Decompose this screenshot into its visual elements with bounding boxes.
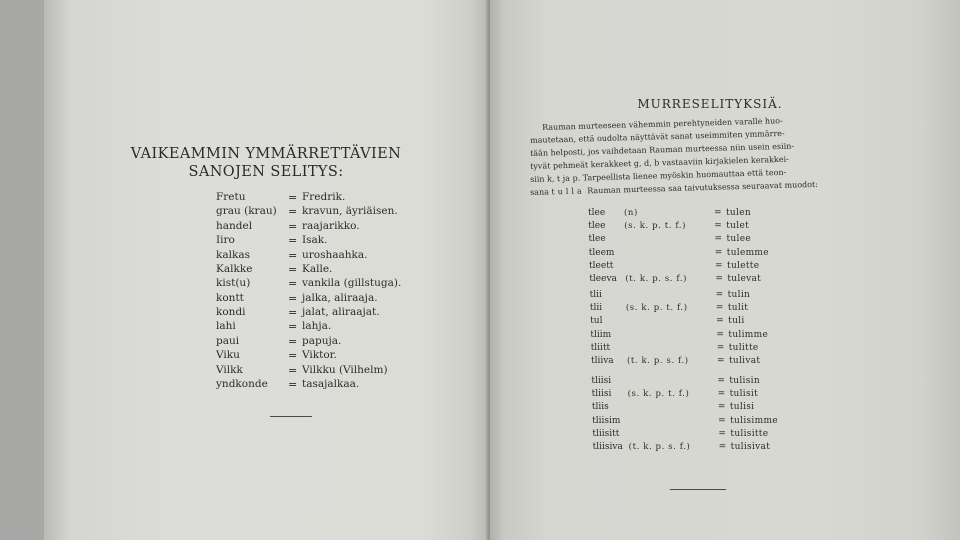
glossary-term: lahi <box>216 320 236 333</box>
glossary-row <box>44 277 488 291</box>
glossary-term: yndkonde <box>216 377 268 390</box>
consonant-note: (s. k. p. t. f.) <box>625 303 688 314</box>
conjugation-row <box>494 402 960 414</box>
intro-line: siin k, t ja p. Tarpeellista lienee myöskin huomauttaa että teon- <box>530 167 787 184</box>
equals-sign: = <box>288 191 298 204</box>
equals-sign: = <box>716 342 725 353</box>
standard-form: tulet <box>726 221 749 232</box>
dialect-notes-title: MURRESELITYKSIÄ. <box>637 97 783 111</box>
equals-sign: = <box>288 320 298 334</box>
glossary-title-line1: VAIKEAMMIN YMMÄRRETTÄVIEN <box>130 146 402 162</box>
glossary-row <box>44 249 488 263</box>
equals-sign: = <box>714 234 723 245</box>
equals-sign: = <box>288 234 298 248</box>
equals-sign: = <box>714 247 723 258</box>
equals-sign: = <box>715 303 724 314</box>
standard-form: tulisimme <box>730 415 778 426</box>
equals-sign: = <box>718 415 726 426</box>
glossary-definition: jalka, aliraaja. <box>302 291 378 304</box>
glossary-row <box>44 292 488 306</box>
equals-sign: = <box>718 428 726 439</box>
glossary-term: kontt <box>216 291 244 304</box>
conjugation-row <box>494 389 960 401</box>
glossary-definition: Kalle. <box>302 262 333 275</box>
standard-form: tulivat <box>728 356 761 366</box>
intro-last-pre: sana <box>530 187 552 197</box>
equals-sign: = <box>288 205 298 219</box>
conjugation-row <box>491 248 960 260</box>
glossary-term: kondi <box>216 306 246 319</box>
glossary-definition: raajarikko. <box>302 219 360 232</box>
equals-sign: = <box>288 248 298 262</box>
glossary-definition: kravun, äyriäisen. <box>302 205 398 218</box>
glossary-term: paui <box>216 334 240 347</box>
conjugation-row <box>491 274 960 286</box>
equals-sign: = <box>718 442 727 452</box>
glossary-row <box>44 191 488 205</box>
conjugation-row <box>493 343 960 355</box>
glossary-term: kalkas <box>216 248 250 261</box>
intro-line: Rauman murteeseen vähemmin perehtyneiden varalle huo- <box>542 116 783 132</box>
equals-sign: = <box>716 316 724 327</box>
right-page <box>490 0 960 540</box>
glossary-definition: jalat, aliraajat. <box>302 306 380 319</box>
equals-sign: = <box>288 306 298 320</box>
glossary-term: Kalkke <box>216 262 253 275</box>
intro-last-post: Rauman murteessa saa taivutuksessa seuraavat muodot: <box>584 179 819 196</box>
conjugation-row <box>493 356 960 368</box>
glossary-row <box>44 335 488 349</box>
equals-sign: = <box>714 208 722 218</box>
glossary-row <box>44 364 488 378</box>
dialect-form: tliisim <box>592 415 621 426</box>
dialect-form: tlii <box>589 303 603 314</box>
glossary-definition: Isak. <box>302 234 328 247</box>
equals-sign: = <box>715 290 724 300</box>
glossary-term: Iiro <box>216 234 235 247</box>
standard-form: tulit <box>727 303 749 314</box>
glossary-term: kist(u) <box>216 277 251 290</box>
standard-form: tulette <box>727 260 760 271</box>
standard-form: tulevat <box>727 274 762 284</box>
equals-sign: = <box>717 402 726 413</box>
dialect-form: tlee <box>588 208 606 218</box>
glossary-definition: Fredrik. <box>302 191 346 203</box>
consonant-note: (n) <box>624 208 638 218</box>
dialect-form: tleeva <box>589 274 617 284</box>
standard-form: tulisi <box>729 402 755 413</box>
standard-form: tulimme <box>728 329 769 340</box>
equals-sign: = <box>288 277 298 291</box>
dialect-form: tliisiva <box>592 442 623 452</box>
conjugation-row <box>491 234 960 246</box>
glossary-row <box>44 320 488 334</box>
equals-sign: = <box>714 221 722 232</box>
standard-form: tulitte <box>728 342 759 353</box>
consonant-note: (t. k. p. s. f.) <box>628 442 691 452</box>
equals-sign: = <box>288 219 298 233</box>
standard-form: tulisitte <box>730 428 769 439</box>
glossary-term: grau (krau) <box>216 205 277 218</box>
consonant-note: (t. k. p. s. f.) <box>626 356 689 366</box>
conjugation-row <box>492 290 960 302</box>
glossary-row <box>44 205 488 219</box>
glossary-definition: vankila (gillstuga). <box>302 277 402 290</box>
conjugation-row <box>494 429 960 441</box>
dialect-form: tliiva <box>590 356 614 366</box>
equals-sign: = <box>288 349 298 363</box>
equals-sign: = <box>288 334 298 348</box>
conjugation-row <box>492 316 960 328</box>
conjugation-row <box>493 376 960 388</box>
consonant-note: (s. k. p. t. f.) <box>627 389 690 400</box>
right-page-end-rule <box>670 489 726 490</box>
glossary-row <box>44 234 488 248</box>
equals-sign: = <box>288 377 298 391</box>
equals-sign: = <box>715 274 723 284</box>
conjugation-row <box>494 416 960 428</box>
standard-form: tulisivat <box>730 442 771 452</box>
glossary-title-line2: SANOJEN SELITYS: <box>188 164 344 180</box>
dialect-form: tlee <box>588 221 606 232</box>
glossary-definition: Vilkku (Vilhelm) <box>302 363 388 376</box>
conjugation-row <box>495 442 960 454</box>
standard-form: tulin <box>727 290 751 300</box>
glossary-row <box>44 306 488 320</box>
intro-line: tään helposti, jos vaihdetaan Rauman murteessa niin usein esiin- <box>530 141 795 158</box>
glossary-definition: tasajalkaa. <box>302 377 360 390</box>
dialect-form: tul <box>590 316 603 327</box>
dialect-form: tliisi <box>591 389 612 400</box>
conjugation-row <box>491 261 960 273</box>
dialect-form: tlii <box>589 290 602 300</box>
dialect-form: tleem <box>588 247 615 258</box>
left-page-end-rule <box>270 416 312 417</box>
equals-sign: = <box>288 291 298 305</box>
consonant-note: (s. k. p. t. f.) <box>624 221 687 232</box>
dialect-form: tlee <box>588 234 606 245</box>
conjugation-row <box>490 221 960 233</box>
equals-sign: = <box>717 389 726 400</box>
dialect-form: tliisitt <box>592 428 620 439</box>
standard-form: tulee <box>726 234 751 245</box>
glossary-definition: Viktor. <box>302 349 337 362</box>
standard-form: tulisin <box>729 376 760 386</box>
dialect-form: tliisi <box>591 376 612 386</box>
dialect-form: tleett <box>589 260 614 271</box>
standard-form: tuli <box>728 316 745 327</box>
conjugation-row <box>492 330 960 342</box>
dialect-form: tliitt <box>590 342 611 353</box>
conjugation-row <box>492 303 960 315</box>
equals-sign: = <box>716 329 724 340</box>
glossary-term: Viku <box>216 349 240 362</box>
glossary-definition: lahja. <box>302 320 332 333</box>
conjugation-row <box>490 208 960 220</box>
glossary-term: Vilkk <box>216 363 243 376</box>
standard-form: tulen <box>726 208 751 218</box>
dialect-form: tliim <box>590 329 612 340</box>
equals-sign: = <box>715 260 723 271</box>
glossary-term: Fretu <box>216 191 246 203</box>
standard-form: tulisit <box>729 389 758 400</box>
glossary-row <box>44 220 488 234</box>
equals-sign: = <box>716 356 725 366</box>
glossary-definition: uroshaahka. <box>302 248 368 261</box>
equals-sign: = <box>288 363 298 377</box>
glossary-term: handel <box>216 219 253 232</box>
glossary-definition: papuja. <box>302 334 342 347</box>
intro-last-word: tulla <box>551 186 585 197</box>
consonant-note: (t. k. p. s. f.) <box>625 274 688 284</box>
standard-form: tulemme <box>726 247 769 258</box>
left-page <box>44 0 488 540</box>
glossary-row <box>44 263 488 277</box>
equals-sign: = <box>288 262 298 276</box>
intro-line: tyvät pehmeät kerakkeet g, d, b vastaaviin kirjakielen kerakkei- <box>530 154 789 171</box>
equals-sign: = <box>717 376 725 386</box>
glossary-row <box>44 349 488 363</box>
dialect-form: tliis <box>591 402 609 413</box>
intro-line: mautetaan, että oudolta näyttävät sanat useimmiten ymmärre- <box>530 128 785 145</box>
glossary-row <box>44 378 488 392</box>
